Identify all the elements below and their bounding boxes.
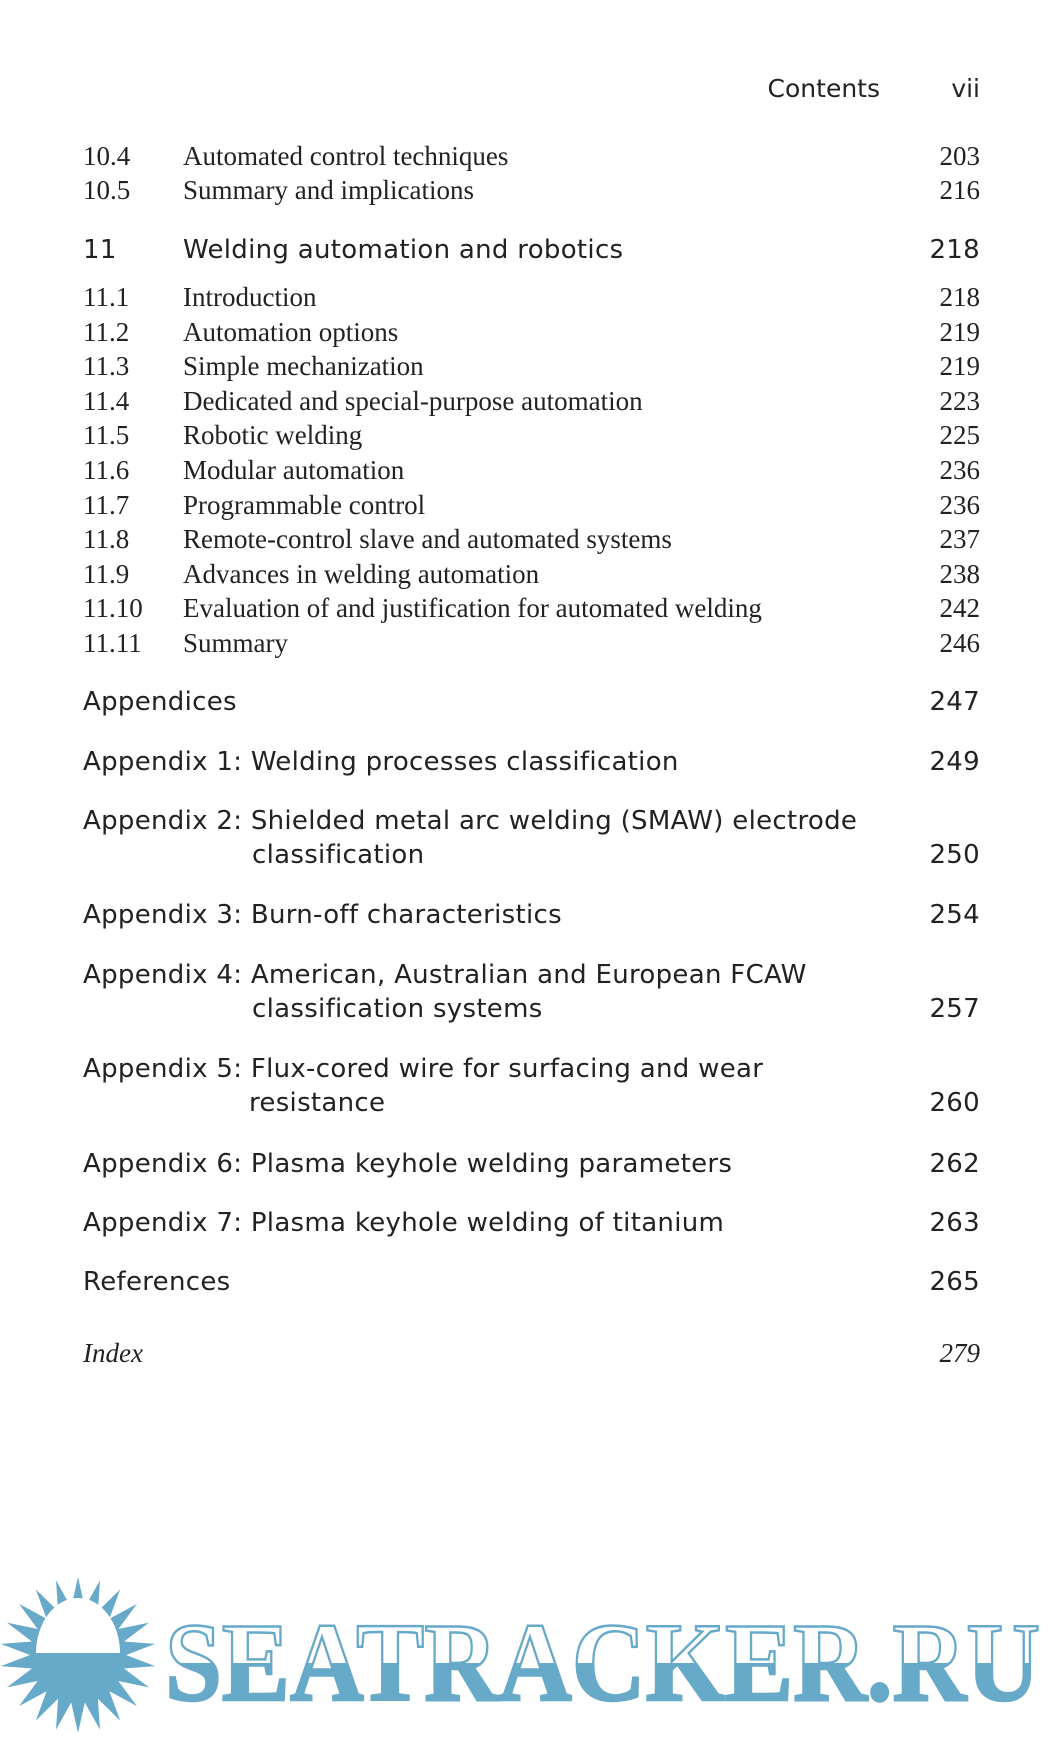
section-number: 11.9 — [83, 558, 130, 589]
toc-entry — [83, 591, 980, 625]
appendix-entry — [83, 1206, 980, 1240]
watermark-text: SEATRACKER.RU — [165, 1601, 1040, 1725]
section-number: 11.10 — [83, 593, 143, 624]
page-number: 263 — [929, 1208, 980, 1238]
index-title: Index — [83, 1338, 143, 1368]
watermark-logo — [0, 1575, 1063, 1741]
appendix-title: Appendix 6: Plasma keyhole welding parameters — [83, 1149, 733, 1179]
page-number: 236 — [939, 455, 980, 485]
section-number: 11.6 — [83, 455, 130, 485]
page-number: 236 — [939, 489, 980, 520]
page-number: 257 — [929, 994, 980, 1024]
appendix-title: Appendix 7: Plasma keyhole welding of titanium — [83, 1208, 725, 1238]
section-title: Remote-control slave and automated systems — [183, 524, 672, 555]
toc-entry — [83, 280, 980, 314]
references-title: References — [83, 1267, 231, 1297]
toc-entry — [83, 139, 980, 173]
references-heading — [83, 1265, 980, 1299]
section-number: 10.5 — [83, 175, 131, 205]
appendices-title: Appendices — [83, 687, 237, 717]
appendix-title: Appendix 5: Flux-cored wire for surfacing and wear — [83, 1054, 764, 1084]
appendix-title-continued: classification systems — [252, 994, 543, 1024]
appendix-entry — [83, 804, 980, 838]
section-title: Introduction — [183, 282, 317, 312]
toc-entry — [83, 522, 980, 556]
toc-entry — [83, 453, 980, 487]
page-number: 219 — [939, 351, 980, 382]
header-title: Contents — [767, 74, 880, 103]
section-title: Modular automation — [183, 455, 405, 485]
section-number: 11.7 — [83, 489, 130, 520]
toc-entry — [83, 384, 980, 418]
page-number: 218 — [929, 235, 980, 265]
section-title: Summary — [183, 628, 288, 658]
toc-entry — [83, 173, 980, 207]
section-title: Robotic welding — [183, 420, 363, 451]
appendix-entry — [83, 745, 980, 779]
section-title: Programmable control — [183, 489, 426, 520]
section-number: 11.11 — [83, 628, 142, 658]
section-number: 10.4 — [83, 141, 131, 171]
page-number: 223 — [939, 385, 980, 416]
section-number: 11.4 — [83, 385, 130, 416]
toc-entry — [83, 557, 980, 591]
appendix-entry — [83, 898, 980, 932]
section-title: Summary and implications — [183, 175, 474, 205]
section-title: Automated control techniques — [183, 141, 509, 171]
page-number: 237 — [939, 524, 980, 555]
appendix-entry-continued — [83, 838, 980, 872]
appendix-entry — [83, 958, 980, 992]
page-number: 203 — [939, 141, 980, 171]
page-number: 247 — [929, 687, 980, 717]
chapter-title: Welding automation and robotics — [183, 235, 624, 265]
page-number: 260 — [929, 1088, 980, 1118]
sun-icon — [1, 1577, 155, 1733]
toc-entry — [83, 349, 980, 383]
page-number: 216 — [939, 175, 980, 205]
chapter-heading — [83, 233, 980, 267]
appendix-entry-continued — [83, 992, 980, 1026]
running-header — [0, 72, 980, 106]
section-number: 11.5 — [83, 420, 130, 451]
page-number: 249 — [929, 747, 980, 777]
appendix-title: Appendix 4: American, Australian and European FCAW — [83, 960, 807, 990]
toc-entry — [83, 626, 980, 660]
appendix-title: Appendix 2: Shielded metal arc welding (SMAW) electrode — [83, 806, 858, 836]
toc-entry — [83, 488, 980, 522]
chapter-number: 11 — [83, 235, 117, 265]
section-title: Evaluation of and justification for automated welding — [183, 593, 762, 624]
appendix-entry-continued — [83, 1086, 980, 1120]
appendices-heading — [83, 685, 980, 719]
header-page-number: vii — [951, 74, 980, 103]
section-title: Advances in welding automation — [183, 558, 540, 589]
page-number: 265 — [929, 1267, 980, 1297]
appendix-entry — [83, 1052, 980, 1086]
section-title: Simple mechanization — [183, 351, 424, 382]
appendix-title-continued: resistance — [249, 1088, 386, 1118]
section-number: 11.8 — [83, 524, 130, 555]
page-number: 218 — [939, 282, 980, 312]
section-title: Dedicated and special-purpose automation — [183, 385, 643, 416]
page-number: 250 — [929, 840, 980, 870]
page-number: 242 — [939, 593, 980, 624]
page-number: 246 — [939, 628, 980, 658]
page-number: 225 — [939, 420, 980, 451]
page-number: 279 — [939, 1338, 980, 1368]
section-number: 11.2 — [83, 316, 130, 347]
appendix-title: Appendix 3: Burn-off characteristics — [83, 900, 562, 930]
section-number: 11.1 — [83, 282, 130, 312]
appendix-title: Appendix 1: Welding processes classification — [83, 747, 679, 777]
appendix-title-continued: classification — [252, 840, 425, 870]
page-number: 254 — [929, 900, 980, 930]
page-number: 262 — [929, 1149, 980, 1179]
index-heading — [83, 1336, 980, 1370]
toc-entry — [83, 418, 980, 452]
section-title: Automation options — [183, 316, 399, 347]
page-number: 238 — [939, 558, 980, 589]
section-number: 11.3 — [83, 351, 130, 382]
page-number: 219 — [939, 316, 980, 347]
appendix-entry — [83, 1147, 980, 1181]
toc-entry — [83, 315, 980, 349]
